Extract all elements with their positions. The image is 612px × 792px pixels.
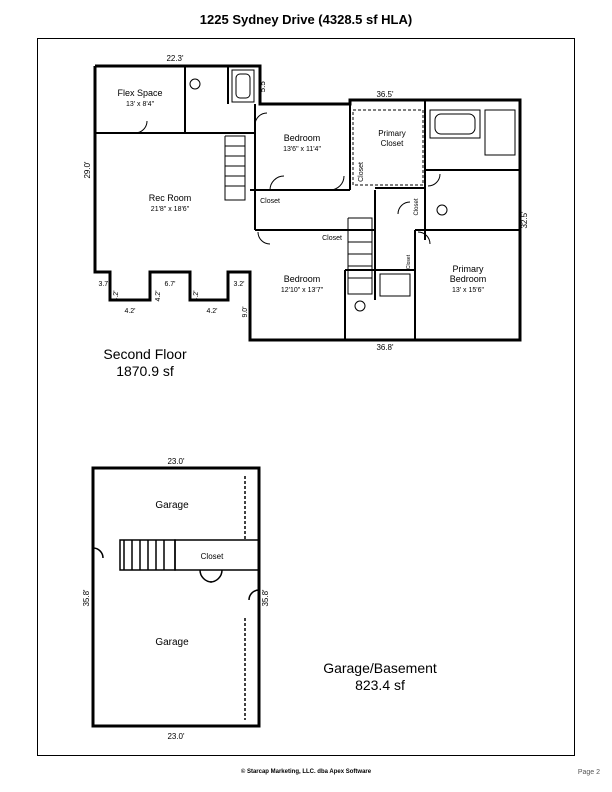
- room-primary-closet-2: Closet: [380, 139, 404, 148]
- dim-4-2-a: 4.2': [113, 290, 120, 302]
- closet-label-c: Closet: [358, 162, 365, 182]
- dim-36-5: 36.5': [376, 90, 394, 99]
- room-garage-top: Garage: [155, 500, 189, 511]
- dim-6-7: 6.7': [164, 281, 176, 288]
- dim-22-3: 22.3': [166, 54, 184, 63]
- room-rec-room: Rec Room: [148, 193, 192, 203]
- dim-3-2: 3.2': [233, 281, 245, 288]
- dim-garage-top: 23.0': [167, 457, 185, 466]
- garage-caption: [310, 660, 450, 694]
- closet-label-d: Closet: [414, 198, 420, 216]
- garage-area: 823.4 sf: [355, 677, 405, 693]
- closet-label-e: Closet: [406, 254, 412, 270]
- dim-3-7: 3.7': [98, 281, 110, 288]
- second-floor-caption: [80, 346, 210, 380]
- room-flex-space: Flex Space: [117, 88, 163, 98]
- room-bedroom-2: Bedroom: [283, 274, 321, 284]
- room-bedroom-2-dim: 12'10" x 13'7": [280, 287, 324, 294]
- dim-4-2-c: 4.2': [193, 290, 200, 302]
- dim-garage-bottom: 23.0': [167, 732, 185, 741]
- room-primary-bedroom-1: Primary: [452, 264, 484, 274]
- page-number: Page 2: [577, 769, 600, 776]
- room-garage-closet: Closet: [200, 552, 224, 561]
- room-bedroom-1-dim: 13'6" x 11'4": [283, 146, 321, 153]
- copyright-footer: © Starcap Marketing, LLC. dba Apex Software: [240, 769, 372, 775]
- room-flex-space-dim: 13' x 8'4": [125, 101, 155, 108]
- dim-32-5: 32.5': [520, 211, 529, 229]
- dim-29-0: 29.0': [83, 161, 92, 179]
- garage-heading: Garage/Basement: [323, 660, 437, 676]
- room-garage-bottom: Garage: [155, 637, 189, 648]
- second-floor-area: 1870.9 sf: [116, 363, 174, 379]
- room-primary-closet-1: Primary: [378, 129, 406, 138]
- garage-interior: [93, 476, 259, 720]
- second-floor-heading: Second Floor: [103, 346, 187, 362]
- dim-garage-left: 35.8': [82, 589, 91, 607]
- dim-4-2-d: 4.2': [124, 308, 136, 315]
- dim-garage-right: 35.8': [261, 589, 270, 607]
- room-bedroom-1: Bedroom: [283, 133, 321, 143]
- dim-4-2-e: 4.2': [206, 308, 218, 315]
- dim-9-0: 9.0': [242, 306, 249, 318]
- dim-5-5: 5.5': [258, 79, 267, 93]
- dim-36-8: 36.8': [376, 343, 394, 352]
- page-title: 1225 Sydney Drive (4328.5 sf HLA): [199, 12, 413, 27]
- room-primary-bedroom-dim: 13' x 15'6": [451, 287, 485, 294]
- dim-4-2-b: 4.2': [155, 290, 162, 302]
- room-primary-bedroom-2: Bedroom: [449, 274, 487, 284]
- closet-label-b: Closet: [322, 235, 342, 242]
- closet-label-a: Closet: [260, 198, 280, 205]
- room-rec-room-dim: 21'8" x 18'6": [150, 206, 190, 213]
